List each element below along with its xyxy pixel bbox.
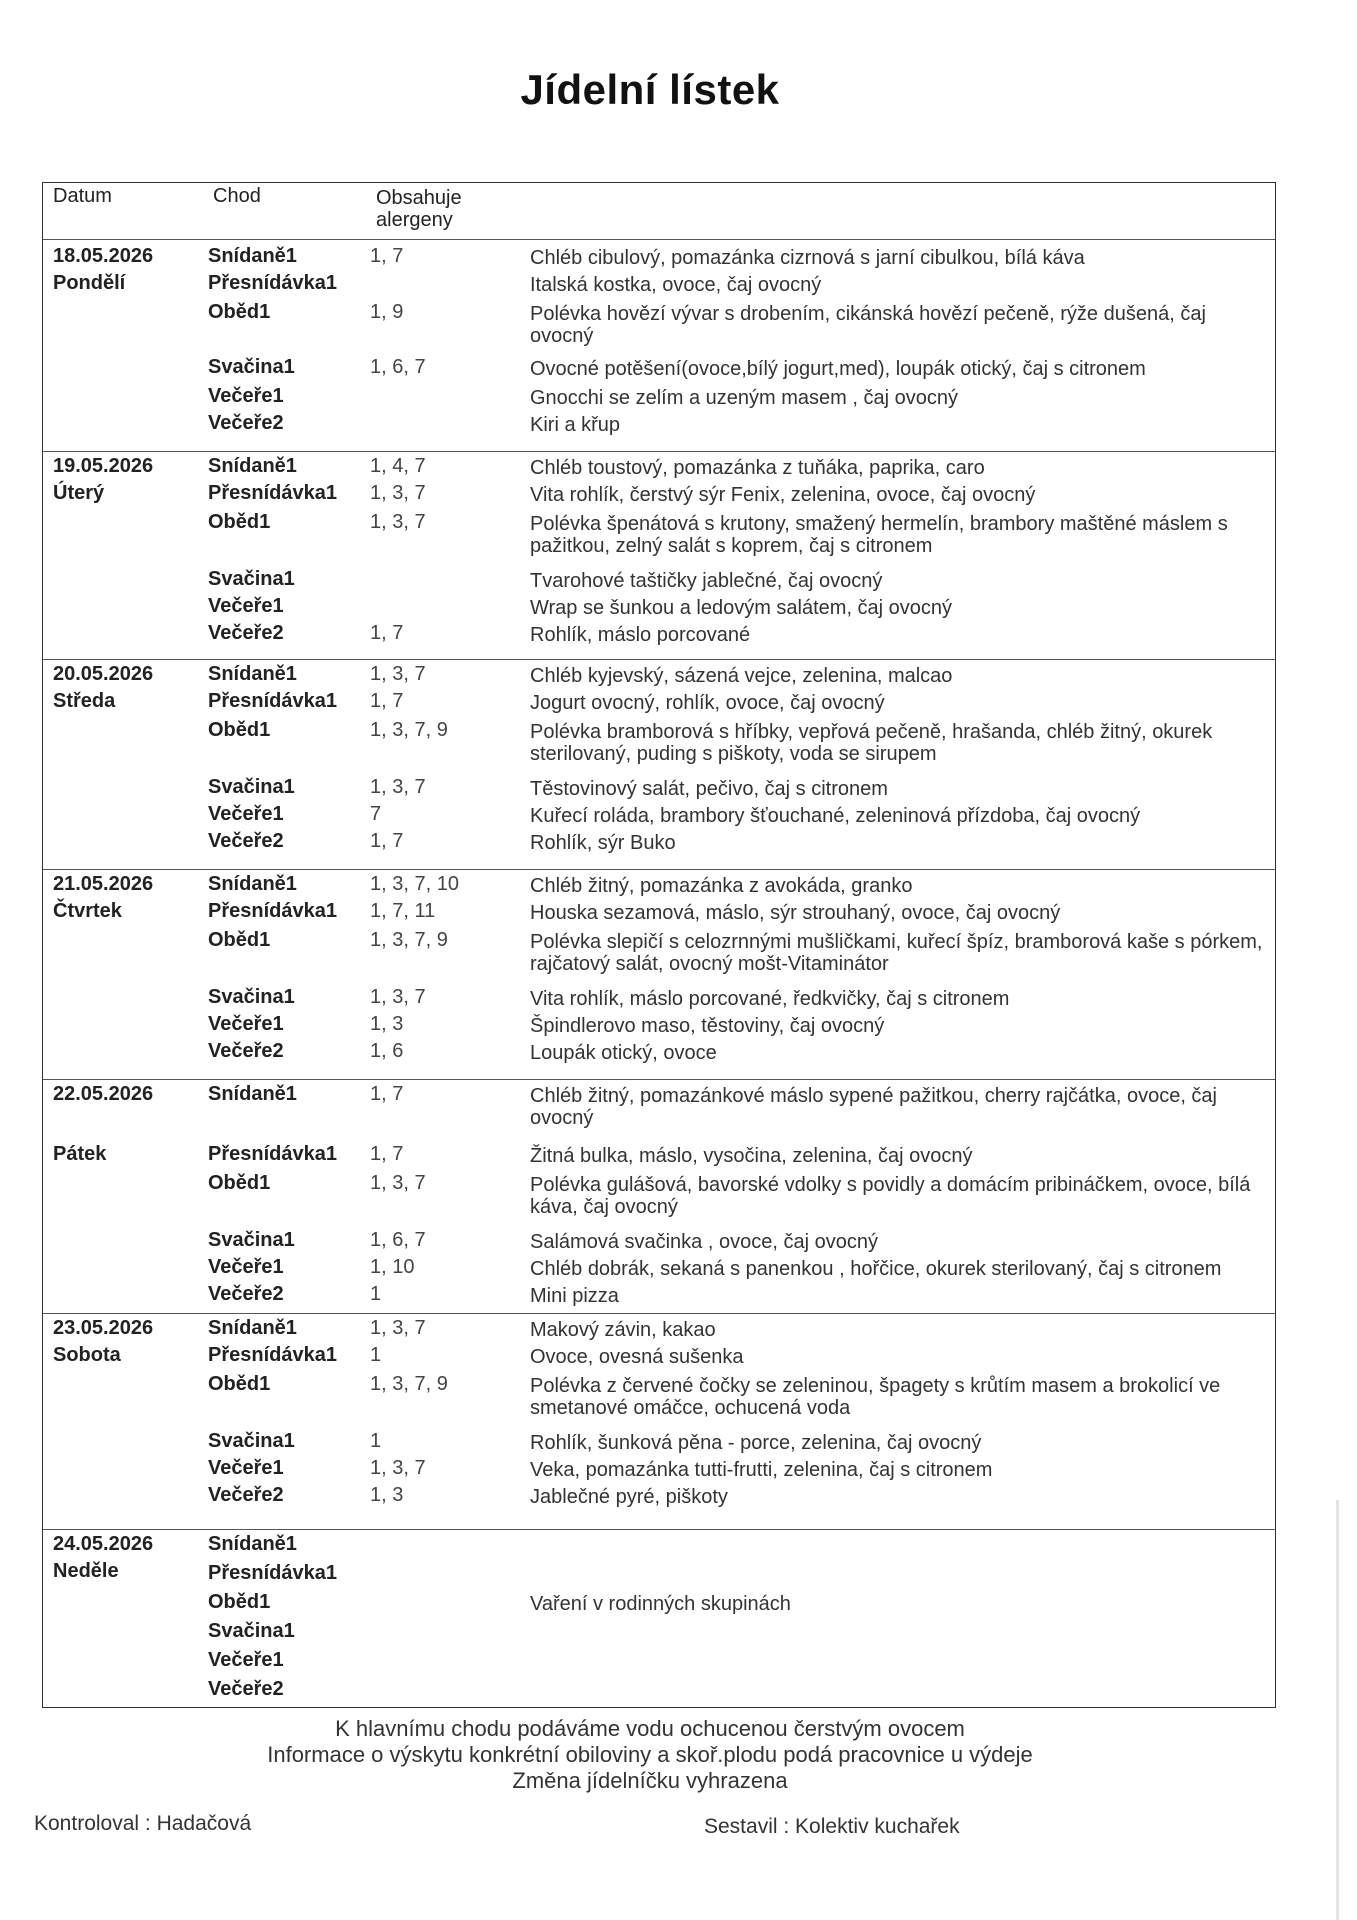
meal-dish: Rohlík, šunková pěna - porce, zelenina, čaj ovocný (530, 1432, 982, 1454)
header-allergens-line2: alergeny (376, 209, 453, 231)
meal-dish: Kuřecí roláda, brambory šťouchané, zeleninová přízdoba, čaj ovocný (530, 805, 1141, 827)
meal-dish: Jablečné pyré, piškoty (530, 1486, 728, 1508)
meal-allergens: 1, 4, 7 (370, 455, 426, 477)
meal-course: Oběd1 (208, 1172, 271, 1194)
menu-table (42, 182, 1276, 1708)
meal-allergens: 1, 6, 7 (370, 356, 426, 378)
meal-allergens: 1, 3, 7, 9 (370, 1373, 448, 1395)
meal-dish: Salámová svačinka , ovoce, čaj ovocný (530, 1231, 878, 1253)
meal-course: Snídaně1 (208, 1083, 297, 1105)
meal-allergens: 1, 7 (370, 830, 404, 852)
meal-course: Večeře2 (208, 622, 284, 644)
meal-dish: Chléb žitný, pomazánka z avokáda, granko (530, 875, 913, 897)
meal-dish: Polévka slepičí s celozrnnými mušličkami, kuřecí špíz, bramborová kaše s pórkem, rajčatový salát, ovocný mošt-Vitaminátor (530, 931, 1263, 975)
day-weekday: Čtvrtek (53, 900, 122, 922)
day-weekday: Středa (53, 690, 116, 712)
meal-course: Přesnídávka1 (208, 1562, 337, 1584)
meal-allergens: 1 (370, 1344, 382, 1366)
footer-water-note: K hlavnímu chodu podáváme vodu ochucenou čerstvým ovocem (335, 1716, 965, 1741)
meal-course: Večeře1 (208, 1256, 284, 1278)
day-date: 18.05.2026 (53, 245, 154, 267)
meal-dish: Chléb kyjevský, sázená vejce, zelenina, malcao (530, 665, 953, 687)
meal-allergens: 1, 6 (370, 1040, 404, 1062)
meal-dish: Tvarohové taštičky jablečné, čaj ovocný (530, 570, 883, 592)
meal-course: Svačina1 (208, 356, 295, 378)
meal-course: Svačina1 (208, 1229, 295, 1251)
meal-dish: Mini pizza (530, 1285, 619, 1307)
meal-course: Svačina1 (208, 568, 295, 590)
meal-allergens: 1, 3, 7 (370, 663, 426, 685)
header-divider (43, 239, 1275, 240)
scan-edge-artifact (1336, 1500, 1339, 1920)
compiled-by: Sestavil : Kolektiv kuchařek (704, 1815, 960, 1838)
meal-course: Přesnídávka1 (208, 1143, 337, 1165)
meal-dish: Italská kostka, ovoce, čaj ovocný (530, 274, 822, 296)
meal-dish: Vita rohlík, čerstvý sýr Fenix, zelenina, ovoce, čaj ovocný (530, 484, 1036, 506)
meal-course: Večeře2 (208, 412, 284, 434)
meal-dish: Špindlerovo maso, těstoviny, čaj ovocný (530, 1015, 885, 1037)
meal-course: Snídaně1 (208, 1317, 297, 1339)
header-allergens-line1: Obsahuje (376, 187, 462, 209)
meal-allergens: 1, 9 (370, 301, 404, 323)
meal-allergens: 1, 3, 7 (370, 1317, 426, 1339)
meal-course: Snídaně1 (208, 873, 297, 895)
meal-allergens: 1, 3, 7 (370, 511, 426, 533)
meal-dish: Makový závin, kakao (530, 1319, 716, 1341)
checked-by: Kontroloval : Hadačová (34, 1812, 252, 1835)
meal-allergens: 1, 3, 7, 9 (370, 929, 448, 951)
meal-course: Přesnídávka1 (208, 690, 337, 712)
meal-allergens: 1, 3, 7 (370, 1457, 426, 1479)
header-course: Chod (213, 185, 261, 207)
page-title: Jídelní lístek (520, 66, 780, 113)
day-date: 20.05.2026 (53, 663, 154, 685)
meal-dish: Vita rohlík, máslo porcované, ředkvičky, čaj s citronem (530, 988, 1010, 1010)
footer-change-note: Změna jídelníčku vyhrazena (512, 1768, 788, 1793)
day-date: 23.05.2026 (53, 1317, 154, 1339)
meal-allergens: 1, 3, 7, 9 (370, 719, 448, 741)
meal-dish: Jogurt ovocný, rohlík, ovoce, čaj ovocný (530, 692, 885, 714)
meal-course: Večeře1 (208, 385, 284, 407)
meal-course: Oběd1 (208, 301, 271, 323)
meal-course: Večeře2 (208, 1484, 284, 1506)
day-divider (43, 451, 1275, 452)
meal-allergens: 1, 7 (370, 622, 404, 644)
meal-allergens: 1, 6, 7 (370, 1229, 426, 1251)
meal-allergens: 1 (370, 1283, 382, 1305)
day-weekday: Sobota (53, 1344, 121, 1366)
day-weekday: Pondělí (53, 272, 126, 294)
meal-allergens: 1, 7 (370, 1083, 404, 1105)
meal-dish: Gnocchi se zelím a uzeným masem , čaj ovocný (530, 387, 958, 409)
day-divider (43, 659, 1275, 660)
meal-course: Oběd1 (208, 719, 271, 741)
meal-course: Večeře1 (208, 1013, 284, 1035)
meal-course: Přesnídávka1 (208, 482, 337, 504)
meal-dish: Rohlík, sýr Buko (530, 832, 676, 854)
meal-course: Večeře1 (208, 1649, 284, 1671)
meal-course: Oběd1 (208, 929, 271, 951)
meal-dish: Loupák otický, ovoce (530, 1042, 717, 1064)
meal-course: Oběd1 (208, 511, 271, 533)
meal-course: Snídaně1 (208, 455, 297, 477)
meal-course: Večeře1 (208, 595, 284, 617)
meal-course: Večeře1 (208, 803, 284, 825)
meal-dish: Polévka špenátová s krutony, smažený hermelín, brambory maštěné máslem s pažitkou, zelný salát s koprem, čaj s citronem (530, 513, 1228, 557)
meal-dish: Polévka z červené čočky se zeleninou, špagety s krůtím masem a brokolicí ve smetanové omáčce, ochucená voda (530, 1375, 1221, 1419)
meal-course: Večeře2 (208, 1040, 284, 1062)
meal-dish: Polévka bramborová s hříbky, vepřová pečeně, hrašanda, chléb žitný, okurek sterilovaný, puding s piškoty, voda se sirupem (530, 721, 1213, 765)
meal-dish: Ovoce, ovesná sušenka (530, 1346, 744, 1368)
day-divider (43, 1079, 1275, 1080)
meal-dish: Žitná bulka, máslo, vysočina, zelenina, čaj ovocný (530, 1145, 973, 1167)
meal-course: Večeře2 (208, 1678, 284, 1700)
meal-course: Večeře1 (208, 1457, 284, 1479)
meal-dish: Kiri a křup (530, 414, 621, 436)
meal-allergens: 1, 3, 7 (370, 986, 426, 1008)
meal-allergens: 1, 3, 7, 10 (370, 873, 459, 895)
day-date: 22.05.2026 (53, 1083, 154, 1105)
meal-course: Svačina1 (208, 776, 295, 798)
meal-course: Večeře2 (208, 830, 284, 852)
meal-allergens: 1, 3 (370, 1484, 404, 1506)
meal-allergens: 1, 7 (370, 1143, 404, 1165)
footer-allergen-info: Informace o výskytu konkrétní obiloviny a skoř.plodu podá pracovnice u výdeje (267, 1742, 1033, 1767)
meal-course: Přesnídávka1 (208, 272, 337, 294)
meal-dish: Houska sezamová, máslo, sýr strouhaný, ovoce, čaj ovocný (530, 902, 1061, 924)
meal-course: Večeře2 (208, 1283, 284, 1305)
day-weekday: Pátek (53, 1143, 107, 1165)
meal-course: Oběd1 (208, 1591, 271, 1613)
day-weekday: Neděle (53, 1560, 119, 1582)
meal-allergens: 1, 3, 7 (370, 776, 426, 798)
meal-allergens: 1, 7 (370, 690, 404, 712)
day-divider (43, 1529, 1275, 1530)
meal-dish: Rohlík, máslo porcované (530, 624, 751, 646)
meal-dish: Chléb cibulový, pomazánka cizrnová s jarní cibulkou, bílá káva (530, 247, 1085, 269)
meal-dish: Veka, pomazánka tutti-frutti, zelenina, čaj s citronem (530, 1459, 993, 1481)
day-weekday: Úterý (53, 482, 105, 504)
meal-allergens: 1, 7, 11 (370, 900, 436, 922)
meal-course: Svačina1 (208, 1430, 295, 1452)
meal-course: Svačina1 (208, 986, 295, 1008)
meal-dish: Polévka hovězí vývar s drobením, cikánská hovězí pečeně, rýže dušená, čaj ovocný (530, 303, 1206, 347)
meal-dish: Ovocné potěšení(ovoce,bílý jogurt,med), loupák otický, čaj s citronem (530, 358, 1146, 380)
day-divider (43, 869, 1275, 870)
meal-dish: Polévka gulášová, bavorské vdolky s povidly a domácím pribináčkem, ovoce, bílá káva, čaj ovocný (530, 1174, 1251, 1218)
day-date: 21.05.2026 (53, 873, 154, 895)
meal-allergens: 1, 3 (370, 1013, 404, 1035)
meal-dish: Chléb dobrák, sekaná s panenkou , hořčice, okurek sterilovaný, čaj s citronem (530, 1258, 1222, 1280)
meal-dish: Vaření v rodinných skupinách (530, 1593, 791, 1615)
meal-dish: Chléb žitný, pomazánkové máslo sypené pažitkou, cherry rajčátka, ovoce, čaj ovocný (530, 1085, 1218, 1129)
meal-allergens: 1 (370, 1430, 382, 1452)
meal-course: Oběd1 (208, 1373, 271, 1395)
meal-allergens: 1, 10 (370, 1256, 415, 1278)
meal-allergens: 1, 7 (370, 245, 404, 267)
meal-course: Přesnídávka1 (208, 1344, 337, 1366)
meal-allergens: 7 (370, 803, 382, 825)
meal-allergens: 1, 3, 7 (370, 482, 426, 504)
meal-allergens: 1, 3, 7 (370, 1172, 426, 1194)
meal-course: Snídaně1 (208, 245, 297, 267)
meal-course: Přesnídávka1 (208, 900, 337, 922)
meal-dish: Wrap se šunkou a ledovým salátem, čaj ovocný (530, 597, 953, 619)
meal-dish: Těstovinový salát, pečivo, čaj s citronem (530, 778, 888, 800)
meal-dish: Chléb toustový, pomazánka z tuňáka, paprika, caro (530, 457, 985, 479)
meal-course: Snídaně1 (208, 663, 297, 685)
day-date: 24.05.2026 (53, 1533, 154, 1555)
day-divider (43, 1313, 1275, 1314)
day-date: 19.05.2026 (53, 455, 154, 477)
meal-course: Svačina1 (208, 1620, 295, 1642)
header-date: Datum (53, 185, 112, 207)
meal-course: Snídaně1 (208, 1533, 297, 1555)
